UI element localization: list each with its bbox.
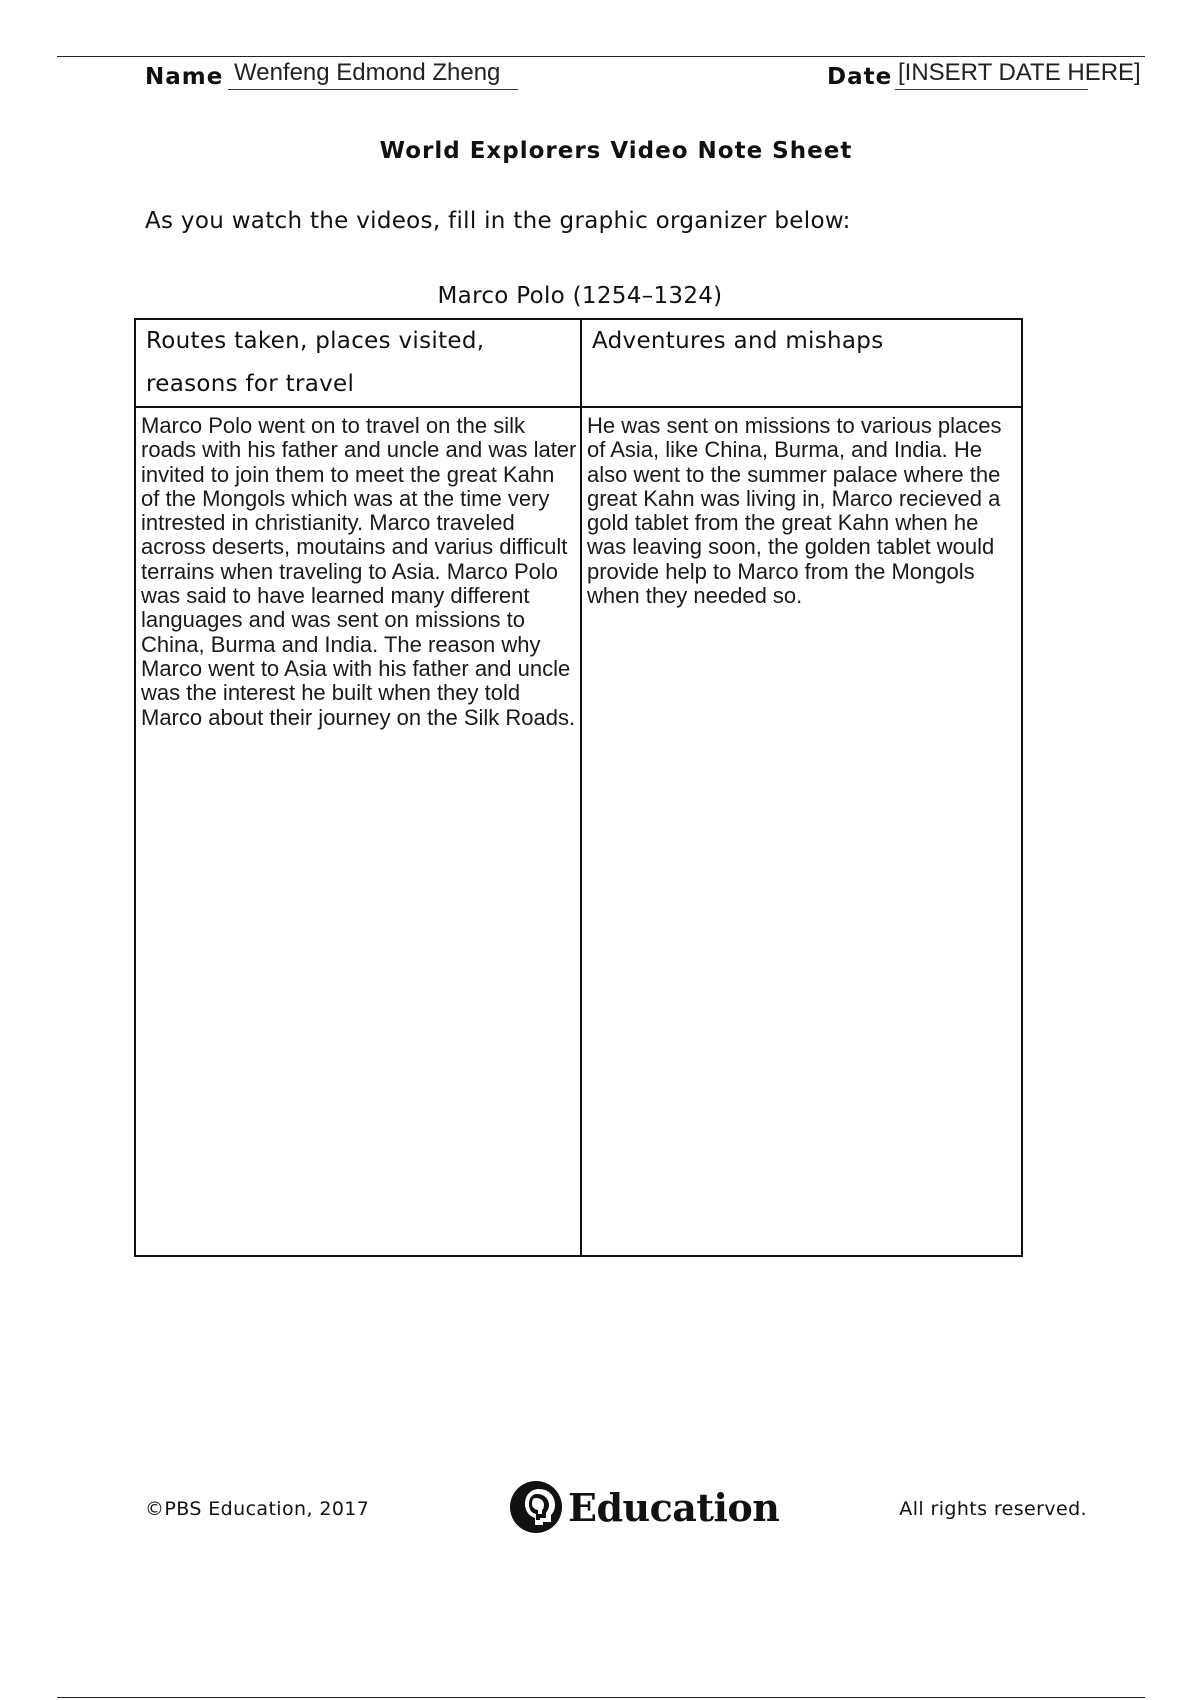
- graphic-organizer-table: [134, 318, 1023, 1257]
- top-rule: [57, 56, 1145, 57]
- page-title: World Explorers Video Note Sheet: [379, 138, 853, 164]
- name-field[interactable]: Wenfeng Edmond Zheng: [234, 59, 501, 86]
- name-label: Name: [145, 64, 224, 90]
- instructions-text: As you watch the videos, fill in the graphic organizer below:: [145, 208, 851, 234]
- column-header-adventures: [592, 320, 1012, 363]
- date-underline: [895, 89, 1088, 90]
- bottom-rule: [57, 1697, 1145, 1698]
- table-caption: Marco Polo (1254–1324): [437, 283, 723, 309]
- adventures-notes-cell[interactable]: He was sent on missions to various places of Asia, like China, Burma, and India. He also went to the summer palace where the great Kahn was living in, Marco recieved a gold tablet from the great Kahn when he was leaving soon, the golden tablet would provide help to Marco from the Mongols when they needed so.: [587, 413, 1002, 609]
- copyright-text: ©PBS Education, 2017: [145, 1498, 370, 1520]
- header-divider: [136, 406, 1021, 408]
- column-header-routes: [146, 320, 566, 406]
- column-divider: [580, 320, 582, 1255]
- date-label: Date: [827, 64, 893, 90]
- rights-text: All rights reserved.: [899, 1498, 1087, 1520]
- logo-wordmark: Education: [568, 1484, 780, 1530]
- routes-notes-cell[interactable]: Marco Polo went on to travel on the silk roads with his father and uncle and was later invited to join them to meet the great Kahn of the Mongols which was at the time very intrested in christianity. Marco traveled across deserts, moutains and varius difficult terrains when traveling to Asia. Marco Polo was said to have learned many different languages and was sent on missions to China, Burma and India. The reason why Marco went to Asia with his father and uncle was the interest he built when they told Marco about their journey on the Silk Roads.: [141, 413, 577, 730]
- column-header-routes-line2: reasons for travel: [146, 371, 355, 397]
- date-field[interactable]: [INSERT DATE HERE]: [898, 59, 1141, 86]
- pbs-head-icon: [509, 1480, 563, 1534]
- pbs-education-logo: [509, 1479, 779, 1535]
- column-header-routes-line1: Routes taken, places visited,: [146, 328, 485, 354]
- column-header-adventures-line1: Adventures and mishaps: [592, 328, 884, 354]
- name-underline: [228, 89, 518, 90]
